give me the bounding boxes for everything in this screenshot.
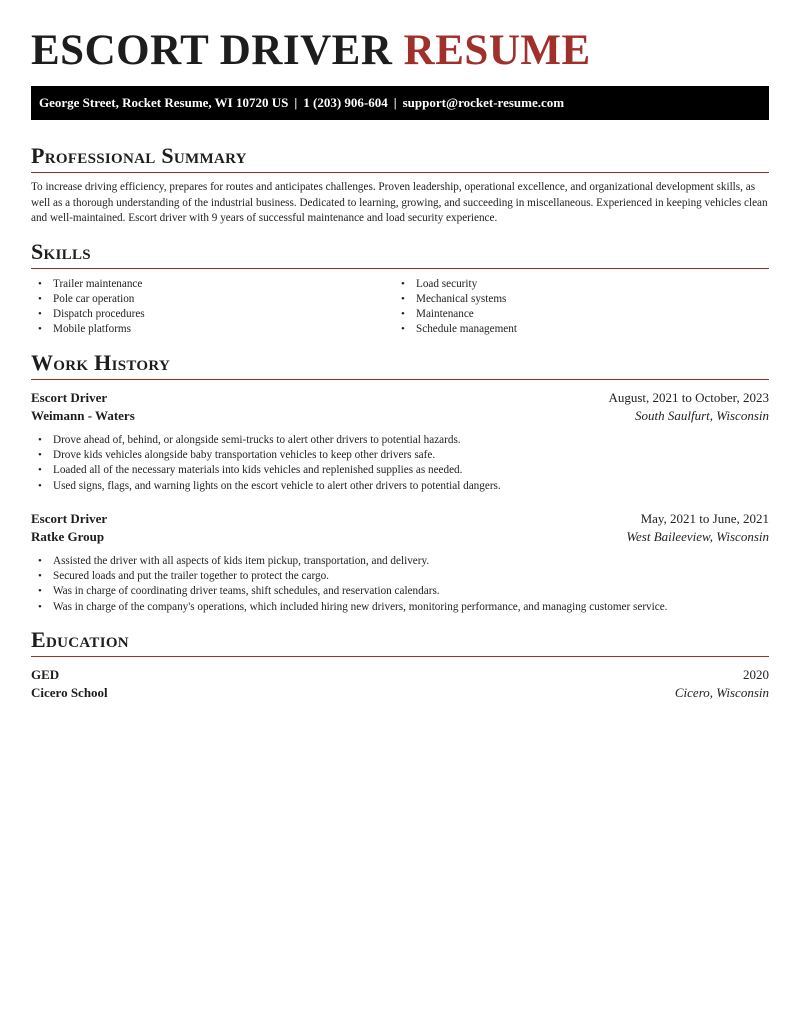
contact-phone: 1 (203) 906-604 bbox=[303, 95, 388, 110]
section-divider bbox=[31, 268, 769, 269]
job-entry bbox=[31, 510, 769, 615]
job-bullets bbox=[31, 554, 769, 615]
skill-item: • Schedule management bbox=[394, 322, 757, 337]
education-entry bbox=[31, 666, 769, 702]
skills-heading: Skills bbox=[31, 238, 91, 264]
job-bullet: • Loaded all of the necessary materials into kids vehicles and replenished supplies as needed. bbox=[31, 463, 769, 478]
skill-item: • Dispatch procedures bbox=[31, 307, 394, 322]
skills-column-right bbox=[394, 277, 757, 338]
job-header-row bbox=[31, 510, 769, 528]
job-header-row bbox=[31, 389, 769, 407]
job-bullet: • Assisted the driver with all aspects of kids item pickup, transportation, and delivery. bbox=[31, 554, 769, 569]
job-title: Escort Driver bbox=[31, 510, 108, 526]
job-location: South Saulfurt, Wisconsin bbox=[635, 407, 769, 423]
education-degree-row bbox=[31, 666, 769, 684]
contact-separator: | bbox=[294, 95, 298, 110]
skill-item: • Mechanical systems bbox=[394, 292, 757, 307]
contact-separator: | bbox=[393, 95, 397, 110]
education-degree: GED bbox=[31, 667, 60, 683]
job-company-row bbox=[31, 407, 769, 425]
skill-item: • Load security bbox=[394, 277, 757, 292]
job-bullets bbox=[31, 433, 769, 494]
education-school-row bbox=[31, 684, 769, 702]
job-title: Escort Driver bbox=[31, 389, 108, 405]
education-heading: Education bbox=[31, 627, 129, 653]
contact-email: support@rocket-resume.com bbox=[402, 95, 565, 110]
job-company: Ratke Group bbox=[31, 528, 105, 544]
summary-heading: Professional Summary bbox=[31, 143, 247, 168]
skill-item: • Trailer maintenance bbox=[31, 277, 394, 292]
skill-item: • Maintenance bbox=[394, 307, 757, 322]
job-bullet: • Secured loads and put the trailer together to protect the cargo. bbox=[31, 569, 769, 584]
contact-address: George Street, Rocket Resume, WI 10720 US bbox=[39, 95, 289, 110]
skill-item: • Pole car operation bbox=[31, 292, 394, 307]
job-bullet: • Was in charge of the company's operations, which included hiring new drivers, monitoring performance, and managing customer service. bbox=[31, 600, 769, 615]
education-year: 2020 bbox=[743, 667, 769, 683]
skills-grid bbox=[31, 277, 769, 338]
education-school: Cicero School bbox=[31, 685, 108, 701]
job-bullet: • Drove ahead of, behind, or alongside semi-trucks to alert other drivers to potential hazards. bbox=[31, 433, 769, 448]
job-dates: May, 2021 to June, 2021 bbox=[640, 510, 769, 526]
contact-bar bbox=[31, 86, 769, 120]
job-bullet: • Drove kids vehicles alongside baby transportation vehicles to keep other drivers safe. bbox=[31, 448, 769, 463]
job-bullet: • Was in charge of coordinating driver teams, shift schedules, and reservation calendars. bbox=[31, 584, 769, 599]
skill-item: • Mobile platforms bbox=[31, 322, 394, 337]
section-divider bbox=[31, 656, 769, 657]
job-location: West Baileeview, Wisconsin bbox=[626, 528, 769, 544]
job-dates: August, 2021 to October, 2023 bbox=[608, 389, 769, 405]
resume-title-main: ESCORT DRIVER bbox=[31, 27, 393, 74]
section-divider bbox=[31, 172, 769, 173]
summary-text: To increase driving efficiency, prepares for routes and anticipates challenges. Proven leadership, operational excellence, and organizational development skills, as well as a thorough understanding of the industrial business. Dedicated to learning, growing, and succeeding in miscellaneous. Experienced in keeping vehicles clean and well-maintained. Escort driver with 9 years of successful maintenance and load security experience. bbox=[31, 181, 768, 224]
education-location: Cicero, Wisconsin bbox=[674, 685, 769, 701]
job-company-row bbox=[31, 528, 769, 546]
resume-title bbox=[31, 0, 769, 74]
section-divider bbox=[31, 379, 769, 380]
resume-title-accent: RESUME bbox=[403, 27, 591, 74]
job-company: Weimann - Waters bbox=[31, 407, 135, 423]
work-history-heading: Work History bbox=[31, 349, 171, 375]
job-entry bbox=[31, 389, 769, 494]
skills-column-left bbox=[31, 277, 394, 338]
job-bullet: • Used signs, flags, and warning lights on the escort vehicle to alert other drivers to potential dangers. bbox=[31, 479, 769, 494]
